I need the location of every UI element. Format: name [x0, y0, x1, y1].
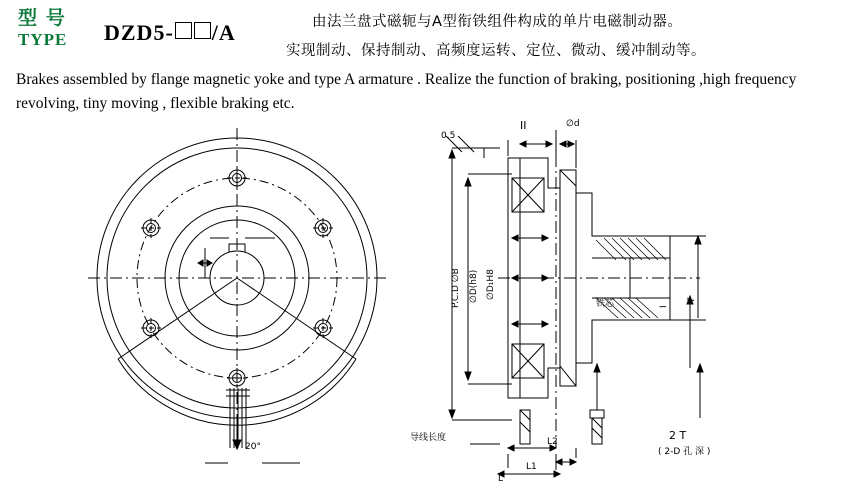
coil-lower [512, 344, 544, 378]
label-dim-l: L [498, 474, 504, 484]
technical-drawing [0, 118, 843, 491]
label-outer-dia: ∅D(h8) [469, 269, 479, 303]
label-2t-note: 2 T [669, 429, 687, 442]
label-angle: 20° [245, 442, 261, 452]
cn-description-line2: 实现制动、保持制动、高频度运转、定位、微动、缓冲制动等。 [286, 43, 706, 59]
label-dim-l1: L1 [526, 462, 537, 472]
section-view [446, 130, 706, 477]
model-code [104, 20, 236, 46]
model-code-blank-box-2 [194, 22, 211, 39]
label-2t-subnote: ( 2-D 孔 深 ) [658, 447, 711, 457]
type-label-cn: 型 号 [18, 8, 67, 29]
front-view [88, 128, 390, 463]
type-label [18, 8, 98, 49]
label-small-bore: ∅d [566, 119, 580, 129]
label-section-ii: II [520, 119, 527, 132]
label-tolerance: 0.5 [441, 131, 456, 141]
label-cn-note-right: 铁芯 [596, 299, 615, 309]
label-pcd: P.C.D ∅B [451, 268, 461, 308]
label-cn-note-left: 导线长度 [410, 433, 447, 443]
cn-description-line1: 由法兰盘式磁轭与A型衔铁组件构成的单片电磁制动器。 [312, 14, 683, 30]
lead-wires [226, 388, 250, 448]
type-label-en: TYPE [18, 29, 68, 49]
model-code-suffix: /A [211, 20, 236, 45]
coil-upper [512, 178, 544, 212]
label-bore-dia: ∅D₁H8 [486, 269, 496, 300]
label-dim-t: T [687, 297, 697, 303]
en-description: Brakes assembled by flange magnetic yoke and type A armature . Realize the function of braking, positioning ,high frequency revolving, tiny moving , flexible braking etc. [16, 71, 797, 113]
model-code-blank-box-1 [175, 22, 192, 39]
fastener [590, 410, 604, 444]
label-section-i: I [659, 305, 669, 308]
label-dim-l2: L2 [547, 437, 558, 447]
model-code-prefix: DZD5- [104, 20, 174, 45]
